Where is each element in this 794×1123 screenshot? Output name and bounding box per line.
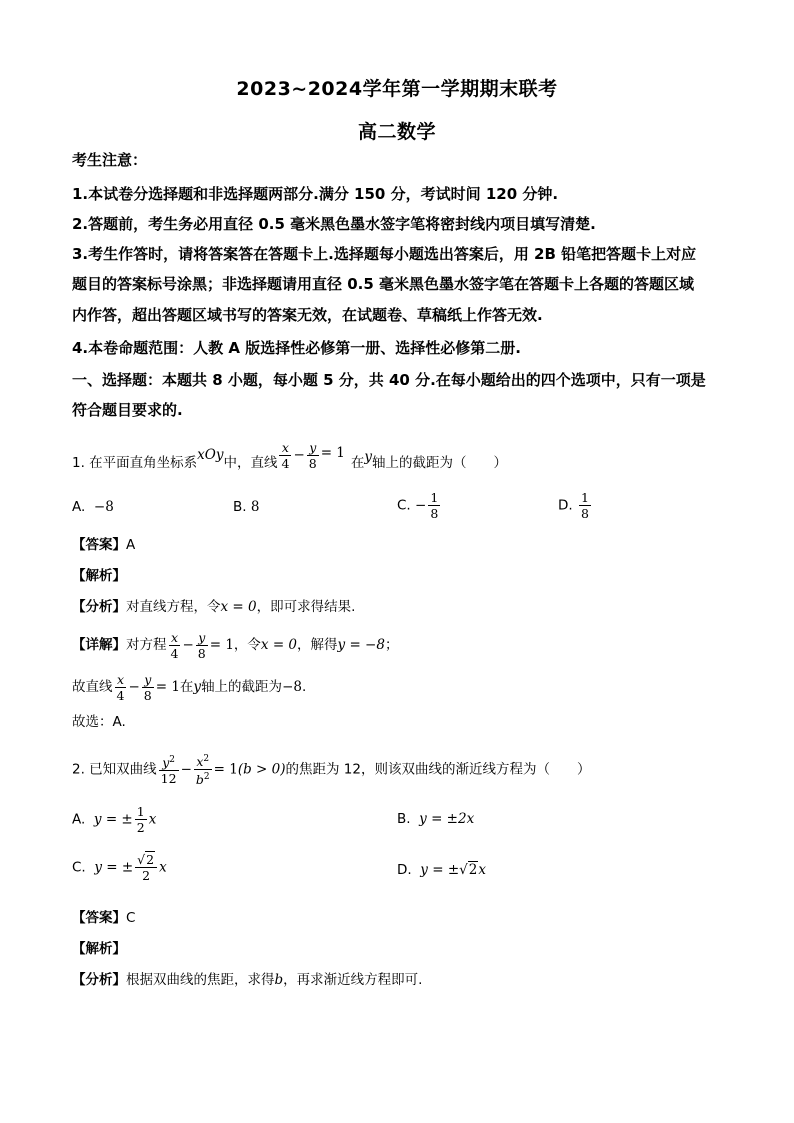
q2-fenxi: 【分析】根据双曲线的焦距，求得b，再求渐近线方程即可. <box>72 972 423 988</box>
question-1-stem: 1. 在平面直角坐标系xOy中，直线 $\frac{x}{4}$ − $\frac{y}{8}$ = 1在y轴上的截距为（ ） <box>72 439 508 471</box>
exam-title: 2023~2024学年第一学期期末联考 <box>236 78 558 100</box>
notice-item-2: 2.答题前，考生务必用直径 0.5 毫米黑色墨水签字笔将密封线内项目填写清楚. <box>72 215 596 233</box>
q1-option-b[interactable]: B. 8 <box>233 499 260 515</box>
q1-choose: 故选：A. <box>72 714 126 730</box>
notice-item-3-line-1: 3.考生作答时，请将答案答在答题卡上.选择题每小题选出答案后，用 2B 铅笔把答题卡上对应 <box>72 245 697 263</box>
question-2-stem: 2. 已知双曲线 $\frac{y^2}{12}$ − $\frac{x^2}{b^2}$ = 1(b > 0)的焦距为 12，则该双曲线的渐近线方程为（ ） <box>72 754 591 788</box>
q1-fenxi: 【分析】对直线方程，令x = 0，即可求得结果. <box>72 599 356 615</box>
q1-axis: y <box>364 449 373 465</box>
q1-prefix: 1. 在平面直角坐标系 <box>72 455 198 471</box>
notice-item-3-line-2: 题目的答案标号涂黑；非选择题请用直径 0.5 毫米黑色墨水签字笔在答题卡上各题的答题区域 <box>72 275 695 293</box>
q1-coord: xOy <box>197 447 224 463</box>
q1-suffix: 轴上的截距为（ ） <box>372 455 508 471</box>
q1-frac-x4: $\frac{x}{4}$ <box>281 439 290 471</box>
q1-frac-y8: $\frac{y}{8}$ <box>308 439 317 471</box>
notice-item-1: 1.本试卷分选择题和非选择题两部分.满分 150 分，考试时间 120 分钟. <box>72 185 559 203</box>
q2-option-c[interactable]: C. y = ± $\frac{√2}{2}$ x <box>72 852 167 883</box>
q1-on: 在 <box>350 455 365 471</box>
q1-conclusion: 故直线 $\frac{x}{4}$ − $\frac{y}{8}$ = 1在y轴上的截距为−8. <box>72 671 307 703</box>
q1-option-d[interactable]: D. $\frac{1}{8}$ <box>558 490 589 521</box>
q2-answer: 【答案】C <box>72 910 136 926</box>
q1-eq-rest: = 1 <box>320 445 345 461</box>
q2-analysis-tag: 【解析】 <box>72 941 126 957</box>
q2-option-d[interactable]: D. y = ±√2x <box>397 862 486 878</box>
notice-item-4: 4.本卷命题范围：人教 A 版选择性必修第一册、选择性必修第二册. <box>72 339 521 357</box>
notice-item-3-line-3: 内作答，超出答题区域书写的答案无效，在试题卷、草稿纸上作答无效. <box>72 306 543 324</box>
q1-option-c[interactable]: C. − $\frac{1}{8}$ <box>397 490 439 521</box>
section-heading-line-2: 符合题目要求的. <box>72 401 183 419</box>
section-heading-line-1: 一、选择题：本题共 8 小题，每小题 5 分，共 40 分.在每小题给出的四个选项中，只有一项是 <box>72 371 706 389</box>
q1-answer: 【答案】A <box>72 537 136 553</box>
exam-subtitle: 高二数学 <box>357 121 436 143</box>
q2-option-a[interactable]: A. y = ± $\frac{1}{2}$ x <box>72 804 157 835</box>
q1-mid: 中，直线 <box>223 455 278 471</box>
q1-detail: 【详解】对方程 $\frac{x}{4}$ − $\frac{y}{8}$ = 1，令x = 0，解得y = −8； <box>72 629 399 661</box>
q1-option-a[interactable]: A. −8 <box>72 499 114 515</box>
q2-option-b[interactable]: B. y = ±2x <box>397 811 475 827</box>
q1-analysis-tag: 【解析】 <box>72 568 126 584</box>
notice-heading: 考生注意： <box>72 151 148 169</box>
